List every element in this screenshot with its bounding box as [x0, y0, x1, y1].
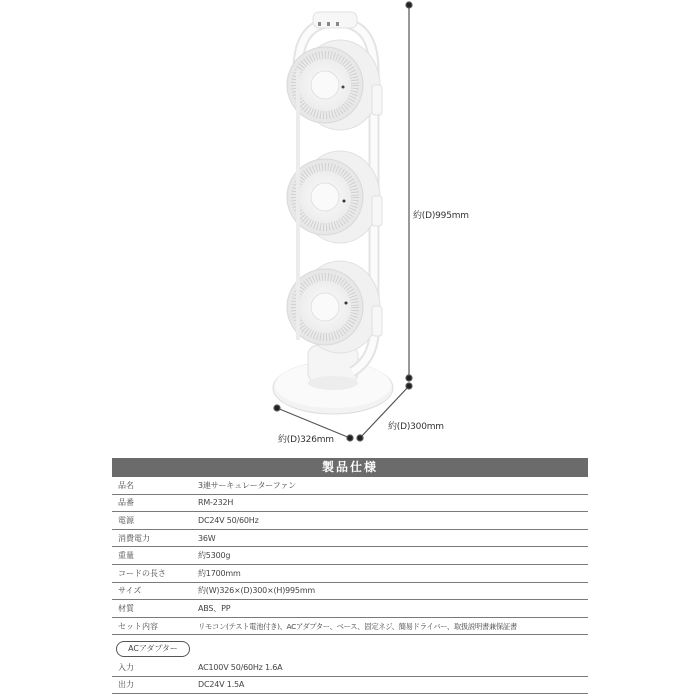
- spec-label: 重量: [118, 551, 134, 561]
- adapter-row-input: [112, 659, 588, 677]
- spec-label: 入力: [118, 662, 134, 672]
- spec-row-power-source: [112, 512, 588, 530]
- fan-unit-bottom: [287, 261, 382, 353]
- spec-value: リモコン(テスト電池付き)、ACアダプター、ベース、固定ネジ、簡易ドライバー、取扱説明書兼保証書: [198, 621, 517, 631]
- spec-row-contents: [112, 618, 588, 636]
- spec-row-model-number: [112, 495, 588, 513]
- spec-label: 電源: [118, 515, 134, 525]
- adapter-table: [112, 659, 588, 694]
- spec-value: DC24V 50/60Hz: [198, 515, 259, 525]
- spec-value: 約1700mm: [198, 568, 241, 578]
- spec-row-material: [112, 600, 588, 618]
- spec-label: 材質: [118, 603, 134, 613]
- spec-label: 消費電力: [118, 533, 150, 543]
- spec-value: 36W: [198, 533, 216, 543]
- spec-row-cord-length: [112, 565, 588, 583]
- spec-value: DC24V 1.5A: [198, 680, 245, 690]
- adapter-row-output: [112, 677, 588, 695]
- spec-label: 出力: [118, 680, 134, 690]
- spec-row-size: [112, 583, 588, 601]
- spec-row-weight: [112, 547, 588, 565]
- spec-table-header: 製品仕様: [112, 458, 588, 477]
- depth-dimension-label: 約(D)300mm: [388, 422, 444, 432]
- spec-row-product-name: [112, 477, 588, 495]
- width-dimension-label: 約(D)326mm: [278, 435, 334, 445]
- spec-value: 約(W)326×(D)300×(H)995mm: [198, 586, 316, 596]
- height-dimension-label: 約(D)995mm: [413, 211, 469, 221]
- spec-row-power-consumption: [112, 530, 588, 548]
- spec-label: コードの長さ: [118, 568, 166, 578]
- spec-value: 3連サーキュレーターファン: [198, 480, 296, 490]
- spec-label: 品番: [118, 498, 134, 508]
- spec-value: 約5300g: [198, 551, 231, 561]
- adapter-section-label: ACアダプター: [116, 641, 190, 657]
- spec-table: [112, 477, 588, 635]
- spec-label: 品名: [118, 480, 134, 490]
- spec-value: ABS、PP: [198, 603, 231, 613]
- spec-value: AC100V 50/60Hz 1.6A: [198, 662, 283, 672]
- spec-label: サイズ: [118, 586, 142, 596]
- spec-value: RM-232H: [198, 498, 234, 508]
- spec-label: セット内容: [118, 621, 158, 631]
- fan-unit-middle: [287, 151, 382, 243]
